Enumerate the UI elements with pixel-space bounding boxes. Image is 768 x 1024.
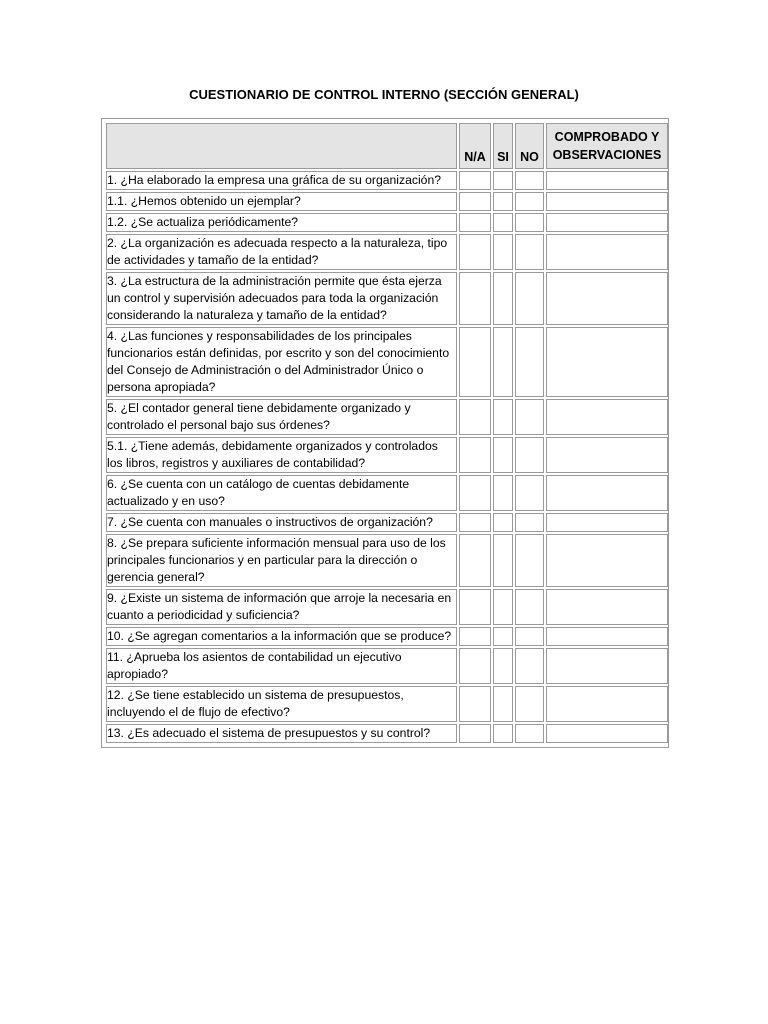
question-row bbox=[106, 437, 668, 473]
question-text: 1.2. ¿Se actualiza periódicamente? bbox=[107, 215, 299, 229]
si-cell[interactable] bbox=[493, 234, 513, 270]
si-cell[interactable] bbox=[493, 272, 513, 325]
question-text: 1. ¿Ha elaborado la empresa una gráfica de su organización? bbox=[107, 173, 442, 187]
na-cell[interactable] bbox=[459, 399, 491, 435]
no-cell[interactable] bbox=[515, 534, 544, 587]
na-cell[interactable] bbox=[459, 513, 491, 532]
no-cell[interactable] bbox=[515, 171, 544, 190]
na-cell[interactable] bbox=[459, 475, 491, 511]
question-row bbox=[106, 475, 668, 511]
question-text: 11. ¿Aprueba los asientos de contabilidad un ejecutivo apropiado? bbox=[107, 650, 402, 681]
question-cell bbox=[106, 234, 457, 270]
question-row bbox=[106, 272, 668, 325]
observations-cell[interactable] bbox=[546, 627, 668, 646]
question-row bbox=[106, 534, 668, 587]
observations-cell[interactable] bbox=[546, 213, 668, 232]
no-cell[interactable] bbox=[515, 648, 544, 684]
na-cell[interactable] bbox=[459, 437, 491, 473]
observations-cell[interactable] bbox=[546, 648, 668, 684]
observations-cell[interactable] bbox=[546, 171, 668, 190]
si-cell[interactable] bbox=[493, 437, 513, 473]
si-cell[interactable] bbox=[493, 192, 513, 211]
si-cell[interactable] bbox=[493, 213, 513, 232]
header-na: N/A bbox=[459, 123, 491, 169]
no-cell[interactable] bbox=[515, 437, 544, 473]
si-cell[interactable] bbox=[493, 475, 513, 511]
na-cell[interactable] bbox=[459, 686, 491, 722]
si-cell[interactable] bbox=[493, 648, 513, 684]
no-cell[interactable] bbox=[515, 192, 544, 211]
na-cell[interactable] bbox=[459, 272, 491, 325]
question-row bbox=[106, 648, 668, 684]
question-row bbox=[106, 399, 668, 435]
question-cell bbox=[106, 724, 457, 743]
question-cell bbox=[106, 513, 457, 532]
question-text: 10. ¿Se agregan comentarios a la información que se produce? bbox=[107, 629, 452, 643]
question-cell bbox=[106, 399, 457, 435]
si-cell[interactable] bbox=[493, 399, 513, 435]
question-text: 13. ¿Es adecuado el sistema de presupuestos y su control? bbox=[107, 726, 431, 740]
si-cell[interactable] bbox=[493, 534, 513, 587]
question-row bbox=[106, 327, 668, 397]
question-row bbox=[106, 627, 668, 646]
si-cell[interactable] bbox=[493, 327, 513, 397]
na-cell[interactable] bbox=[459, 648, 491, 684]
question-text: 5. ¿El contador general tiene debidamente organizado y controlado el personal bajo sus órdenes? bbox=[107, 401, 411, 432]
observations-cell[interactable] bbox=[546, 589, 668, 625]
question-cell bbox=[106, 648, 457, 684]
questionnaire-frame bbox=[101, 118, 669, 748]
question-row bbox=[106, 213, 668, 232]
observations-cell[interactable] bbox=[546, 234, 668, 270]
si-cell[interactable] bbox=[493, 627, 513, 646]
question-text: 6. ¿Se cuenta con un catálogo de cuentas debidamente actualizado y en uso? bbox=[107, 477, 410, 508]
question-cell bbox=[106, 213, 457, 232]
questionnaire-table bbox=[104, 121, 670, 745]
observations-cell[interactable] bbox=[546, 192, 668, 211]
si-cell[interactable] bbox=[493, 686, 513, 722]
question-text: 7. ¿Se cuenta con manuales o instructivos de organización? bbox=[107, 515, 433, 529]
question-text: 9. ¿Existe un sistema de información que arroje la necesaria en cuanto a periodicidad y suficiencia? bbox=[107, 591, 452, 622]
question-row bbox=[106, 513, 668, 532]
header-observations: COMPROBADO Y OBSERVACIONES bbox=[546, 123, 668, 169]
question-text: 8. ¿Se prepara suficiente información mensual para uso de los principales funcionarios y en particular para la dirección o gerencia general? bbox=[107, 536, 446, 584]
question-row bbox=[106, 171, 668, 190]
na-cell[interactable] bbox=[459, 534, 491, 587]
question-cell bbox=[106, 627, 457, 646]
na-cell[interactable] bbox=[459, 627, 491, 646]
na-cell[interactable] bbox=[459, 192, 491, 211]
question-text: 4. ¿Las funciones y responsabilidades de los principales funcionarios están definidas, por escrito y son del conocimiento del Consejo de Administración o del Administrador Único o persona apropiada? bbox=[107, 329, 450, 394]
header-row bbox=[106, 123, 668, 169]
question-cell bbox=[106, 475, 457, 511]
header-no: NO bbox=[515, 123, 544, 169]
observations-cell[interactable] bbox=[546, 399, 668, 435]
no-cell[interactable] bbox=[515, 399, 544, 435]
na-cell[interactable] bbox=[459, 724, 491, 743]
na-cell[interactable] bbox=[459, 589, 491, 625]
observations-cell[interactable] bbox=[546, 686, 668, 722]
question-cell bbox=[106, 272, 457, 325]
question-row bbox=[106, 589, 668, 625]
question-cell bbox=[106, 686, 457, 722]
question-text: 5.1. ¿Tiene además, debidamente organizados y controlados los libros, registros y auxiliares de contabilidad? bbox=[107, 439, 438, 470]
header-si: SI bbox=[493, 123, 513, 169]
question-cell bbox=[106, 171, 457, 190]
si-cell[interactable] bbox=[493, 589, 513, 625]
no-cell[interactable] bbox=[515, 234, 544, 270]
question-text: 1.1. ¿Hemos obtenido un ejemplar? bbox=[107, 194, 301, 208]
si-cell[interactable] bbox=[493, 513, 513, 532]
question-text: 2. ¿La organización es adecuada respecto a la naturaleza, tipo de actividades y tamaño de la entidad? bbox=[107, 236, 448, 267]
no-cell[interactable] bbox=[515, 627, 544, 646]
observations-cell[interactable] bbox=[546, 534, 668, 587]
no-cell[interactable] bbox=[515, 589, 544, 625]
si-cell[interactable] bbox=[493, 171, 513, 190]
question-row bbox=[106, 234, 668, 270]
question-cell bbox=[106, 534, 457, 587]
question-cell bbox=[106, 192, 457, 211]
observations-cell[interactable] bbox=[546, 437, 668, 473]
question-row bbox=[106, 192, 668, 211]
question-cell bbox=[106, 437, 457, 473]
observations-cell[interactable] bbox=[546, 513, 668, 532]
no-cell[interactable] bbox=[515, 327, 544, 397]
na-cell[interactable] bbox=[459, 327, 491, 397]
no-cell[interactable] bbox=[515, 475, 544, 511]
observations-cell[interactable] bbox=[546, 724, 668, 743]
question-cell bbox=[106, 327, 457, 397]
observations-cell[interactable] bbox=[546, 475, 668, 511]
na-cell[interactable] bbox=[459, 213, 491, 232]
observations-cell[interactable] bbox=[546, 272, 668, 325]
si-cell[interactable] bbox=[493, 724, 513, 743]
no-cell[interactable] bbox=[515, 686, 544, 722]
na-cell[interactable] bbox=[459, 234, 491, 270]
question-text: 12. ¿Se tiene establecido un sistema de presupuestos, incluyendo el de flujo de efectivo? bbox=[107, 688, 404, 719]
question-row bbox=[106, 724, 668, 743]
question-text: 3. ¿La estructura de la administración permite que ésta ejerza un control y supervisión adecuados para toda la organización considerando la naturaleza y tamaño de la entidad? bbox=[107, 274, 442, 322]
no-cell[interactable] bbox=[515, 272, 544, 325]
question-row bbox=[106, 686, 668, 722]
na-cell[interactable] bbox=[459, 171, 491, 190]
header-question-cell bbox=[106, 123, 457, 169]
no-cell[interactable] bbox=[515, 724, 544, 743]
no-cell[interactable] bbox=[515, 213, 544, 232]
document-title: CUESTIONARIO DE CONTROL INTERNO (SECCIÓN GENERAL) bbox=[189, 87, 579, 102]
observations-cell[interactable] bbox=[546, 327, 668, 397]
question-cell bbox=[106, 589, 457, 625]
no-cell[interactable] bbox=[515, 513, 544, 532]
